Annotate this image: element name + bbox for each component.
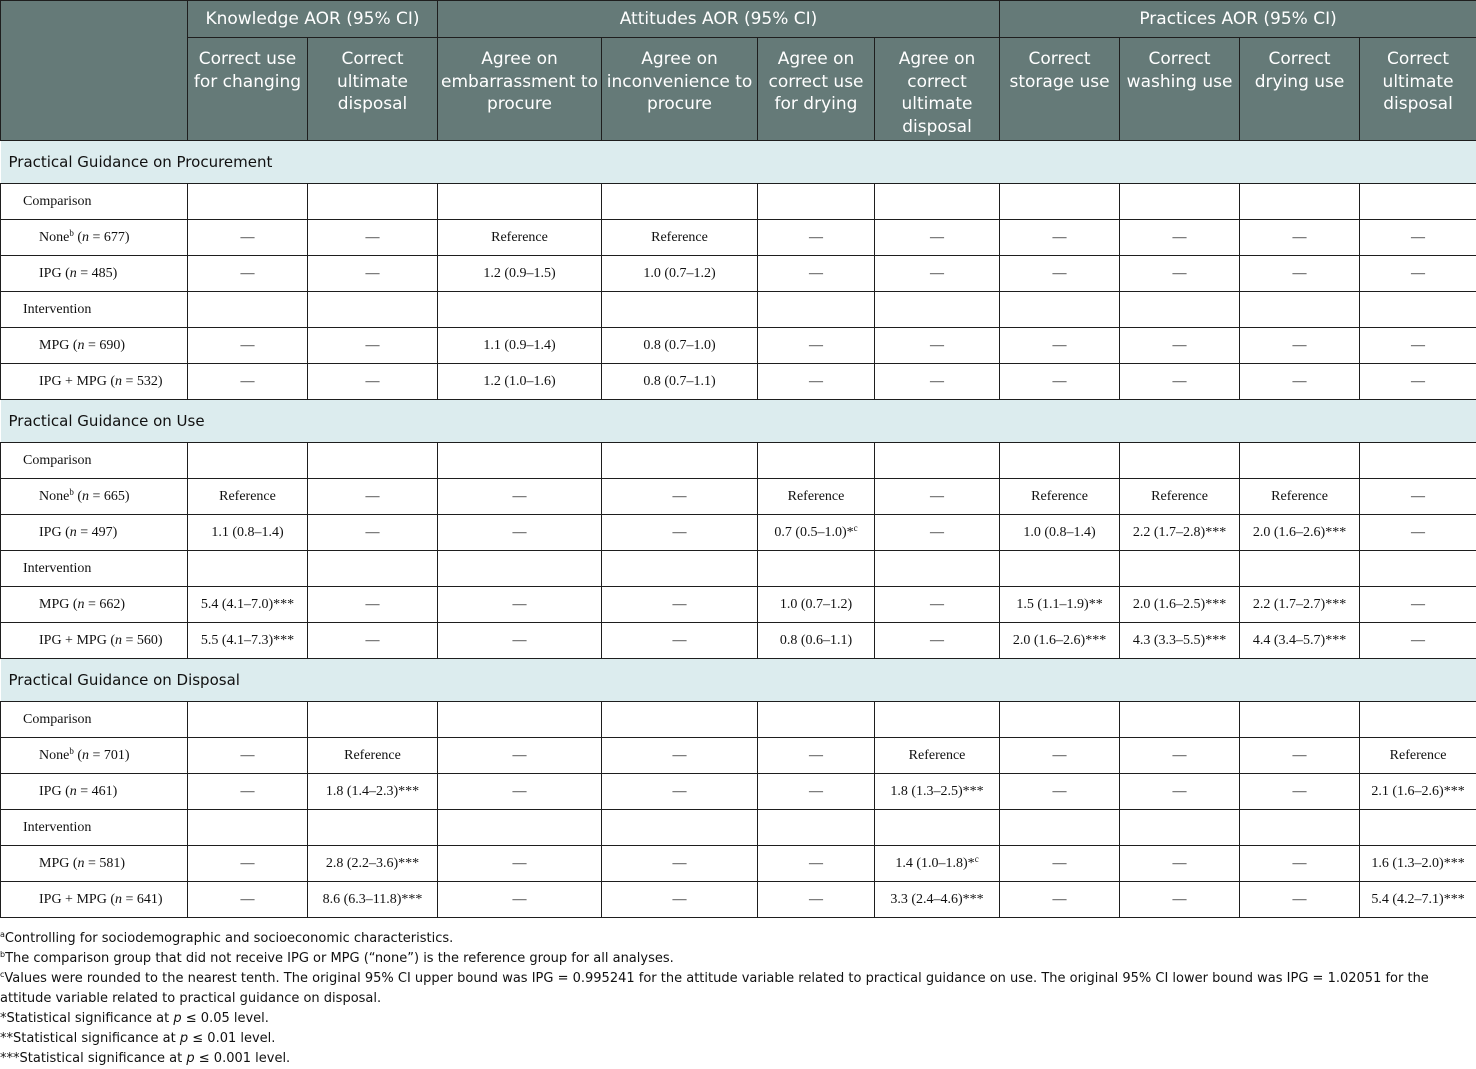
group-subheading: Intervention xyxy=(1,551,188,587)
empty-cell xyxy=(758,702,875,738)
table-cell: — xyxy=(1000,846,1120,882)
table-cell: 1.0 (0.7–1.2) xyxy=(602,256,758,292)
table-cell: — xyxy=(188,738,308,774)
empty-cell xyxy=(1000,184,1120,220)
empty-cell xyxy=(438,551,602,587)
table-cell: — xyxy=(438,479,602,515)
table-cell: — xyxy=(1360,328,1476,364)
table-cell: — xyxy=(1000,882,1120,918)
group-subheading-row xyxy=(1,292,1476,328)
table-cell: 0.7 (0.5–1.0)*$^c$ xyxy=(758,515,875,551)
table-cell: — xyxy=(1120,774,1240,810)
table-cell: 2.0 (1.6–2.6)*** xyxy=(1240,515,1360,551)
table-cell: — xyxy=(1360,479,1476,515)
table-cell: — xyxy=(1120,256,1240,292)
table-cell: 1.8 (1.4–2.3)*** xyxy=(308,774,438,810)
table-cell: — xyxy=(308,623,438,659)
n-symbol: n xyxy=(69,524,77,540)
table-cell: — xyxy=(438,587,602,623)
section-heading: Practical Guidance on Use xyxy=(1,400,1476,443)
table-cell: — xyxy=(188,882,308,918)
table-cell: — xyxy=(758,220,875,256)
table-cell: — xyxy=(308,479,438,515)
table-cell: — xyxy=(602,479,758,515)
empty-cell xyxy=(1000,292,1120,328)
table-row xyxy=(1,623,1476,659)
n-symbol: n xyxy=(114,891,122,907)
table-cell: — xyxy=(1000,364,1120,400)
empty-cell xyxy=(1000,702,1120,738)
p-symbol: p xyxy=(186,1051,195,1066)
group-subheading-row xyxy=(1,184,1476,220)
table-cell: — xyxy=(1120,220,1240,256)
empty-cell xyxy=(438,702,602,738)
empty-cell xyxy=(308,443,438,479)
empty-cell xyxy=(1360,702,1476,738)
row-label: MPG (n = 581) xyxy=(1,846,188,882)
row-label: None$^b$ (n = 701) xyxy=(1,738,188,774)
table-cell: — xyxy=(1240,882,1360,918)
table-row xyxy=(1,882,1476,918)
header-group-practices: Practices AOR (95% CI) xyxy=(1000,1,1476,38)
table-cell: Reference xyxy=(1120,479,1240,515)
table-cell: — xyxy=(1120,328,1240,364)
group-subheading-row xyxy=(1,551,1476,587)
table-row xyxy=(1,738,1476,774)
empty-cell xyxy=(602,810,758,846)
table-cell: — xyxy=(875,364,1000,400)
header-group-knowledge: Knowledge AOR (95% CI) xyxy=(188,1,438,38)
table-cell: 5.4 (4.1–7.0)*** xyxy=(188,587,308,623)
empty-cell xyxy=(438,184,602,220)
empty-cell xyxy=(1000,551,1120,587)
empty-cell xyxy=(1360,551,1476,587)
table-cell: — xyxy=(308,587,438,623)
table-cell: 4.3 (3.3–5.5)*** xyxy=(1120,623,1240,659)
footnote: $^b$The comparison group that did not receive IPG or MPG (“none”) is the reference group for all analyses. xyxy=(0,950,674,966)
column-header: Correct washing use xyxy=(1120,38,1240,141)
empty-cell xyxy=(602,702,758,738)
table-cell: Reference xyxy=(1240,479,1360,515)
empty-cell xyxy=(602,551,758,587)
table-cell: 0.8 (0.7–1.1) xyxy=(602,364,758,400)
table-cell: — xyxy=(1240,738,1360,774)
table-cell: — xyxy=(875,587,1000,623)
table-cell: — xyxy=(758,364,875,400)
table-cell: — xyxy=(875,220,1000,256)
table-cell: — xyxy=(1000,256,1120,292)
group-subheading: Intervention xyxy=(1,292,188,328)
group-subheading: Comparison xyxy=(1,702,188,738)
table-cell: Reference xyxy=(875,738,1000,774)
table-cell: — xyxy=(438,623,602,659)
table-cell: — xyxy=(438,882,602,918)
table-cell: — xyxy=(438,846,602,882)
empty-cell xyxy=(308,810,438,846)
table-cell: — xyxy=(602,623,758,659)
empty-cell xyxy=(602,443,758,479)
row-label: IPG (n = 485) xyxy=(1,256,188,292)
table-cell: — xyxy=(1240,220,1360,256)
footnote-mark: c xyxy=(974,853,979,864)
empty-cell xyxy=(1240,702,1360,738)
table-cell: — xyxy=(1120,364,1240,400)
footnote-mark: b xyxy=(69,486,74,497)
empty-cell xyxy=(188,551,308,587)
table-cell: — xyxy=(602,515,758,551)
empty-cell xyxy=(758,551,875,587)
table-cell: — xyxy=(188,328,308,364)
column-header: Correct ultimate disposal xyxy=(1360,38,1476,141)
table-cell: — xyxy=(1120,846,1240,882)
empty-cell xyxy=(602,184,758,220)
table-row xyxy=(1,328,1476,364)
row-label: IPG + MPG (n = 641) xyxy=(1,882,188,918)
row-label: None$^b$ (n = 665) xyxy=(1,479,188,515)
empty-cell xyxy=(875,551,1000,587)
empty-cell xyxy=(875,702,1000,738)
empty-cell xyxy=(602,292,758,328)
table-row xyxy=(1,364,1476,400)
table-cell: — xyxy=(875,256,1000,292)
table-cell: — xyxy=(602,846,758,882)
row-label: IPG (n = 461) xyxy=(1,774,188,810)
table-cell: Reference xyxy=(602,220,758,256)
table-cell: — xyxy=(188,364,308,400)
empty-cell xyxy=(438,292,602,328)
group-subheading: Comparison xyxy=(1,184,188,220)
n-symbol: n xyxy=(82,747,89,763)
table-cell: — xyxy=(1240,328,1360,364)
footnote: **Statistical significance at p ≤ 0.01 level. xyxy=(0,1031,276,1046)
column-header: Agree on embarrassment to procure xyxy=(438,38,602,141)
table-cell: — xyxy=(602,587,758,623)
column-header: Correct drying use xyxy=(1240,38,1360,141)
row-label: IPG + MPG (n = 532) xyxy=(1,364,188,400)
empty-cell xyxy=(758,443,875,479)
header-group-attitudes: Attitudes AOR (95% CI) xyxy=(438,1,1000,38)
empty-cell xyxy=(875,810,1000,846)
table-cell: 1.1 (0.9–1.4) xyxy=(438,328,602,364)
table-cell: 2.2 (1.7–2.7)*** xyxy=(1240,587,1360,623)
empty-cell xyxy=(438,443,602,479)
n-symbol: n xyxy=(77,596,85,612)
table-cell: — xyxy=(438,515,602,551)
table-cell: — xyxy=(1360,220,1476,256)
column-header: Correct use for changing xyxy=(188,38,308,141)
table-row xyxy=(1,774,1476,810)
table-cell: — xyxy=(1240,364,1360,400)
table-cell: 2.8 (2.2–3.6)*** xyxy=(308,846,438,882)
empty-cell xyxy=(1000,810,1120,846)
n-symbol: n xyxy=(77,337,85,353)
section-heading-row xyxy=(1,400,1476,443)
table-cell: 1.2 (0.9–1.5) xyxy=(438,256,602,292)
table-cell: — xyxy=(1000,738,1120,774)
empty-cell xyxy=(1240,810,1360,846)
column-header: Agree on correct use for drying xyxy=(758,38,875,141)
table-cell: — xyxy=(1360,256,1476,292)
table-row xyxy=(1,256,1476,292)
group-subheading: Intervention xyxy=(1,810,188,846)
group-subheading-row xyxy=(1,443,1476,479)
table-cell: Reference xyxy=(188,479,308,515)
empty-cell xyxy=(1120,443,1240,479)
table-cell: — xyxy=(1000,328,1120,364)
table-cell: 5.4 (4.2–7.1)*** xyxy=(1360,882,1476,918)
table-cell: — xyxy=(1360,515,1476,551)
table-cell: 2.0 (1.6–2.5)*** xyxy=(1120,587,1240,623)
empty-cell xyxy=(188,443,308,479)
empty-cell xyxy=(1120,292,1240,328)
column-header: Agree on inconvenience to procure xyxy=(602,38,758,141)
empty-cell xyxy=(188,702,308,738)
p-symbol: p xyxy=(179,1031,189,1046)
empty-cell xyxy=(1360,443,1476,479)
n-symbol: n xyxy=(114,632,122,648)
table-cell: — xyxy=(438,774,602,810)
n-symbol: n xyxy=(77,855,85,871)
empty-cell xyxy=(875,184,1000,220)
table-row xyxy=(1,587,1476,623)
table-cell: 1.2 (1.0–1.6) xyxy=(438,364,602,400)
table-cell: — xyxy=(188,774,308,810)
footnote-mark: b xyxy=(0,950,6,959)
table-cell: 5.5 (4.1–7.3)*** xyxy=(188,623,308,659)
table-cell: 2.1 (1.6–2.6)*** xyxy=(1360,774,1476,810)
table-cell: — xyxy=(308,256,438,292)
table-cell: Reference xyxy=(1360,738,1476,774)
section-heading: Practical Guidance on Disposal xyxy=(1,659,1476,702)
empty-cell xyxy=(1360,184,1476,220)
table-cell: — xyxy=(602,774,758,810)
footnote-mark: c xyxy=(853,522,858,533)
empty-cell xyxy=(1240,551,1360,587)
empty-cell xyxy=(1120,810,1240,846)
column-header: Correct ultimate disposal xyxy=(308,38,438,141)
empty-cell xyxy=(188,292,308,328)
column-header: Correct storage use xyxy=(1000,38,1120,141)
table-cell: 1.1 (0.8–1.4) xyxy=(188,515,308,551)
footnotes xyxy=(0,929,1476,1069)
footnote: *Statistical significance at p ≤ 0.05 level. xyxy=(0,1011,269,1026)
table-body xyxy=(1,141,1476,918)
table-cell: 1.6 (1.3–2.0)*** xyxy=(1360,846,1476,882)
empty-cell xyxy=(1240,184,1360,220)
row-label: MPG (n = 662) xyxy=(1,587,188,623)
row-label: MPG (n = 690) xyxy=(1,328,188,364)
table-cell: — xyxy=(1360,587,1476,623)
empty-cell xyxy=(308,184,438,220)
empty-cell xyxy=(308,292,438,328)
table-cell: 3.3 (2.4–4.6)*** xyxy=(875,882,1000,918)
table-cell: — xyxy=(1240,256,1360,292)
table-row xyxy=(1,479,1476,515)
footnote-mark: b xyxy=(69,745,74,756)
table-cell: — xyxy=(188,846,308,882)
table-cell: — xyxy=(308,364,438,400)
empty-cell xyxy=(1000,443,1120,479)
n-symbol: n xyxy=(69,265,77,281)
n-symbol: n xyxy=(82,229,89,245)
empty-cell xyxy=(758,810,875,846)
table-cell: — xyxy=(758,256,875,292)
table-row xyxy=(1,846,1476,882)
table-cell: — xyxy=(1240,774,1360,810)
empty-cell xyxy=(875,443,1000,479)
table-cell: — xyxy=(1120,882,1240,918)
section-heading-row xyxy=(1,659,1476,702)
table-cell: — xyxy=(875,479,1000,515)
table-cell: — xyxy=(308,515,438,551)
footnote: ***Statistical significance at p ≤ 0.001 level. xyxy=(0,1051,291,1066)
table-cell: 1.0 (0.7–1.2) xyxy=(758,587,875,623)
table-cell: — xyxy=(758,328,875,364)
empty-cell xyxy=(758,184,875,220)
section-heading: Practical Guidance on Procurement xyxy=(1,141,1476,184)
table-cell: Reference xyxy=(1000,479,1120,515)
row-label: IPG + MPG (n = 560) xyxy=(1,623,188,659)
table-cell: — xyxy=(875,328,1000,364)
table-cell: 2.2 (1.7–2.8)*** xyxy=(1120,515,1240,551)
footnote: $^c$Values were rounded to the nearest tenth. The original 95% CI upper bound was IPG = 0.995241 for the attitude variable related to practical guidance on use. The original 95% CI lower bound was IPG = 1.02051 for the attitude variable related to practical guidance on disposal. xyxy=(0,970,1429,1006)
table-header xyxy=(1,1,1476,141)
table-cell: Reference xyxy=(758,479,875,515)
table-cell: 1.0 (0.8–1.4) xyxy=(1000,515,1120,551)
empty-cell xyxy=(188,810,308,846)
group-subheading-row xyxy=(1,810,1476,846)
table-cell: Reference xyxy=(308,738,438,774)
row-label: None$^b$ (n = 677) xyxy=(1,220,188,256)
table-cell: — xyxy=(1000,774,1120,810)
column-header: Agree on correct ultimate disposal xyxy=(875,38,1000,141)
table-cell: — xyxy=(758,882,875,918)
empty-cell xyxy=(1120,184,1240,220)
table-cell: — xyxy=(758,774,875,810)
group-subheading-row xyxy=(1,702,1476,738)
empty-cell xyxy=(1120,702,1240,738)
group-subheading: Comparison xyxy=(1,443,188,479)
table-cell: — xyxy=(1240,846,1360,882)
empty-cell xyxy=(308,551,438,587)
n-symbol: n xyxy=(82,488,89,504)
footnote-mark: a xyxy=(0,930,5,939)
table-cell: — xyxy=(1360,364,1476,400)
table-cell: — xyxy=(1000,220,1120,256)
table-row xyxy=(1,220,1476,256)
table-cell: — xyxy=(188,220,308,256)
header-corner xyxy=(1,1,188,141)
table-cell: Reference xyxy=(438,220,602,256)
table-cell: 4.4 (3.4–5.7)*** xyxy=(1240,623,1360,659)
empty-cell xyxy=(308,702,438,738)
table-cell: 8.6 (6.3–11.8)*** xyxy=(308,882,438,918)
empty-cell xyxy=(1240,292,1360,328)
table-cell: 0.8 (0.7–1.0) xyxy=(602,328,758,364)
empty-cell xyxy=(1120,551,1240,587)
table-cell: 0.8 (0.6–1.1) xyxy=(758,623,875,659)
n-symbol: n xyxy=(114,373,122,389)
table-cell: — xyxy=(308,328,438,364)
table-cell: — xyxy=(758,738,875,774)
table-row xyxy=(1,515,1476,551)
table-cell: — xyxy=(602,882,758,918)
footnote-mark: c xyxy=(0,970,5,979)
empty-cell xyxy=(1360,810,1476,846)
empty-cell xyxy=(438,810,602,846)
table-cell: — xyxy=(758,846,875,882)
n-symbol: n xyxy=(69,783,77,799)
section-heading-row xyxy=(1,141,1476,184)
table-cell: — xyxy=(875,515,1000,551)
table-cell: — xyxy=(308,220,438,256)
row-label: IPG (n = 497) xyxy=(1,515,188,551)
table-cell: — xyxy=(875,623,1000,659)
table-cell: — xyxy=(438,738,602,774)
table-cell: 1.5 (1.1–1.9)** xyxy=(1000,587,1120,623)
p-symbol: p xyxy=(173,1011,182,1026)
empty-cell xyxy=(188,184,308,220)
table-cell: — xyxy=(1120,738,1240,774)
footnote: $^a$Controlling for sociodemographic and socioeconomic characteristics. xyxy=(0,930,454,946)
table-cell: — xyxy=(1360,623,1476,659)
empty-cell xyxy=(1240,443,1360,479)
table-cell: 2.0 (1.6–2.6)*** xyxy=(1000,623,1120,659)
table-cell: — xyxy=(188,256,308,292)
footnote-mark: b xyxy=(69,227,74,238)
table-cell: — xyxy=(602,738,758,774)
empty-cell xyxy=(758,292,875,328)
table-cell: 1.8 (1.3–2.5)*** xyxy=(875,774,1000,810)
empty-cell xyxy=(875,292,1000,328)
table-cell: 1.4 (1.0–1.8)*$^c$ xyxy=(875,846,1000,882)
empty-cell xyxy=(1360,292,1476,328)
